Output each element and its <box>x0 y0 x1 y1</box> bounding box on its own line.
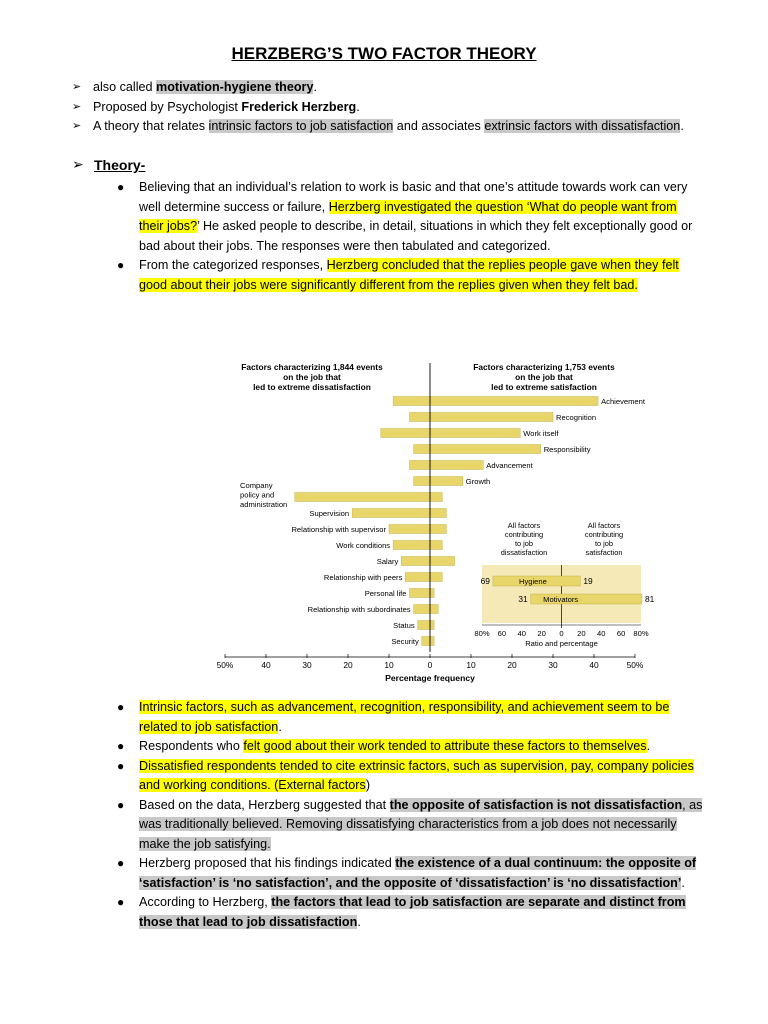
inset-header-satisfaction: to job <box>594 539 614 548</box>
chart-right-header-line: led to extreme satisfaction <box>491 382 597 392</box>
chart-bar <box>422 637 434 646</box>
inset-dissatisfaction-value: 69 <box>480 576 490 586</box>
bullet-icon: ● <box>117 739 125 753</box>
inset-header-satisfaction: satisfaction <box>585 548 623 557</box>
bullet-icon: ● <box>117 180 125 194</box>
arrow-bullet-icon: ➢ <box>72 156 84 172</box>
bullet-icon: ● <box>117 895 125 909</box>
chart-bar-label: Company <box>240 481 273 490</box>
inset-tick-label: 80% <box>474 629 490 638</box>
inset-header-dissatisfaction: All factors <box>507 521 541 530</box>
chart-x-tick-label: 0 <box>427 660 433 670</box>
theory-bullet: ● Believing that an individual’s relation to work is basic and that one’s attitude towards work can very well determine success or failure, Herzberg investigated the question ‘What do people want from their jobs?’ He asked people to describe, in detail, situations in which they felt exceptionally good or bad about their jobs. The responses were then tabulated and categorized. <box>117 180 693 253</box>
inset-bar-label: Hygiene <box>518 577 547 586</box>
inset-bar-label: Motivators <box>543 595 579 604</box>
theory-heading: Theory- <box>94 157 146 173</box>
inset-tick-label: 60 <box>497 629 507 638</box>
chart-bar-label: Recognition <box>556 413 597 422</box>
bullet-icon: ● <box>117 797 125 812</box>
chart-x-tick-label: 10 <box>384 660 394 670</box>
chart-bar <box>405 573 442 582</box>
inset-dissatisfaction-value: 31 <box>518 594 528 604</box>
arrow-bullet-icon: ➢ <box>72 100 82 113</box>
chart-left-header-line: Factors characterizing 1,844 events <box>241 362 383 372</box>
inset-satisfaction-value: 19 <box>583 576 593 586</box>
chart-bar <box>414 445 541 454</box>
bullet-icon: ● <box>117 758 125 773</box>
theory-list <box>117 178 703 295</box>
theory-bullet: ● From the categorized responses, Herzberg concluded that the replies people gave when they felt good about their jobs were significantly different from the replies given when they felt bad. <box>117 258 679 292</box>
chart-x-tick-label: 20 <box>343 660 353 670</box>
chart-bar <box>414 477 463 486</box>
inset-axis-label: Ratio and percentage <box>525 639 598 648</box>
chart-bar-label: Status <box>393 621 415 630</box>
chart-bar-label: Growth <box>465 477 491 486</box>
bullet-icon: ● <box>117 700 125 714</box>
chart-right-header-line: on the job that <box>515 372 573 382</box>
intro-item: ➢ A theory that relates intrinsic factors to job satisfaction and associates extrinsic factors with dissatisfaction. <box>72 117 712 137</box>
chart-bar-label: Responsibility <box>543 445 591 454</box>
herzberg-chart <box>208 355 655 695</box>
chart-x-tick-label: 30 <box>548 660 558 670</box>
chart-bar <box>401 557 454 566</box>
chart-bar-label: Relationship with subordinates <box>307 605 411 614</box>
chart-bar <box>393 397 598 406</box>
page-title: HERZBERG’S TWO FACTOR THEORY <box>231 44 537 63</box>
chart-x-axis-label: Percentage frequency <box>385 673 475 683</box>
inset-header-dissatisfaction: contributing <box>504 530 544 539</box>
chart-bar <box>295 493 443 502</box>
chart-x-tick-label: 30 <box>302 660 312 670</box>
chart-bar <box>381 429 520 438</box>
intro-item: ➢ also called motivation-hygiene theory. <box>72 78 712 98</box>
bullet-icon: ● <box>117 258 125 272</box>
arrow-bullet-icon: ➢ <box>72 120 82 132</box>
chart-bar <box>389 525 446 534</box>
chart-bar-label: Advancement <box>486 461 533 470</box>
intro-item: ➢ Proposed by Psychologist Frederick Herzberg. <box>72 98 712 118</box>
chart-bar <box>414 605 439 614</box>
inset-satisfaction-value: 81 <box>644 594 655 604</box>
chart-x-tick-label: 10 <box>466 660 476 670</box>
chart-bar <box>393 541 442 550</box>
chart-x-tick-label: 40 <box>589 660 599 670</box>
chart-x-tick-label: 20 <box>507 660 517 670</box>
chart-bar-label: policy and <box>240 490 275 500</box>
intro-list <box>72 78 712 137</box>
inset-tick-label: 20 <box>577 629 586 638</box>
chart-bar <box>410 461 484 470</box>
chart-bar-label: Achievement <box>601 397 646 406</box>
chart-bar <box>410 413 554 422</box>
chart-x-tick-label: 40 <box>261 660 271 670</box>
chart-right-header-line: Factors characterizing 1,753 events <box>473 362 615 372</box>
chart-bar-label: Personal life <box>364 589 407 598</box>
arrow-bullet-icon: ➢ <box>72 81 82 93</box>
chart-bar-label: Security <box>391 637 419 646</box>
inset-tick-label: 40 <box>517 629 526 638</box>
chart-bar-label: Supervision <box>309 509 350 518</box>
chart-bar-label: Relationship with supervisor <box>291 525 386 534</box>
chart-bar-label: administration <box>240 500 288 509</box>
chart-bar-label: Work conditions <box>336 541 391 550</box>
findings-list <box>117 698 703 932</box>
finding-bullet: ● According to Herzberg, the factors that lead to job satisfaction are separate and distinct from those that lead to job dissatisfaction. <box>117 895 686 929</box>
chart-bar-label: Salary <box>376 557 399 566</box>
inset-header-satisfaction: contributing <box>584 530 624 539</box>
chart-left-header-line: led to extreme dissatisfaction <box>253 382 371 392</box>
bullet-icon: ● <box>117 856 125 870</box>
finding-bullet: ● Intrinsic factors, such as advancement, recognition, responsibility, and achievement seem to be related to job satisfaction. <box>117 700 670 734</box>
finding-bullet: ● Respondents who felt good about their work tended to attribute these factors to themselves. <box>117 737 703 757</box>
inset-tick-label: 0 <box>559 629 564 638</box>
chart-x-tick-label: 50% <box>626 660 644 670</box>
finding-bullet: ● Dissatisfied respondents tended to cite extrinsic factors, such as supervision, pay, company policies and working conditions. (External factors) <box>117 758 694 792</box>
finding-bullet: ● Based on the data, Herzberg suggested that the opposite of satisfaction is not dissatisfaction, as was traditionally believed. Removing dissatisfying characteristics from a job does not necessarily make the job satisfying. <box>117 797 703 851</box>
inset-tick-label: 20 <box>537 629 546 638</box>
inset-tick-label: 60 <box>616 629 626 638</box>
chart-bar <box>418 621 434 630</box>
inset-header-dissatisfaction: dissatisfaction <box>500 548 548 557</box>
chart-x-tick-label: 50% <box>216 660 234 670</box>
inset-header-satisfaction: All factors <box>587 521 621 530</box>
chart-bar <box>352 509 446 518</box>
chart-left-header-line: on the job that <box>283 372 341 382</box>
inset-tick-label: 40 <box>597 629 606 638</box>
inset-tick-label: 80% <box>633 629 649 638</box>
finding-bullet: ● Herzberg proposed that his findings indicated the existence of a dual continuum: the opposite of ‘satisfaction’ is ‘no satisfaction’, and the opposite of ‘dissatisfaction’ is ‘no dissatisfaction’. <box>117 856 697 890</box>
chart-bar-label: Work itself <box>523 429 559 438</box>
inset-header-dissatisfaction: to job <box>514 539 534 548</box>
chart-bar-label: Relationship with peers <box>323 573 403 582</box>
